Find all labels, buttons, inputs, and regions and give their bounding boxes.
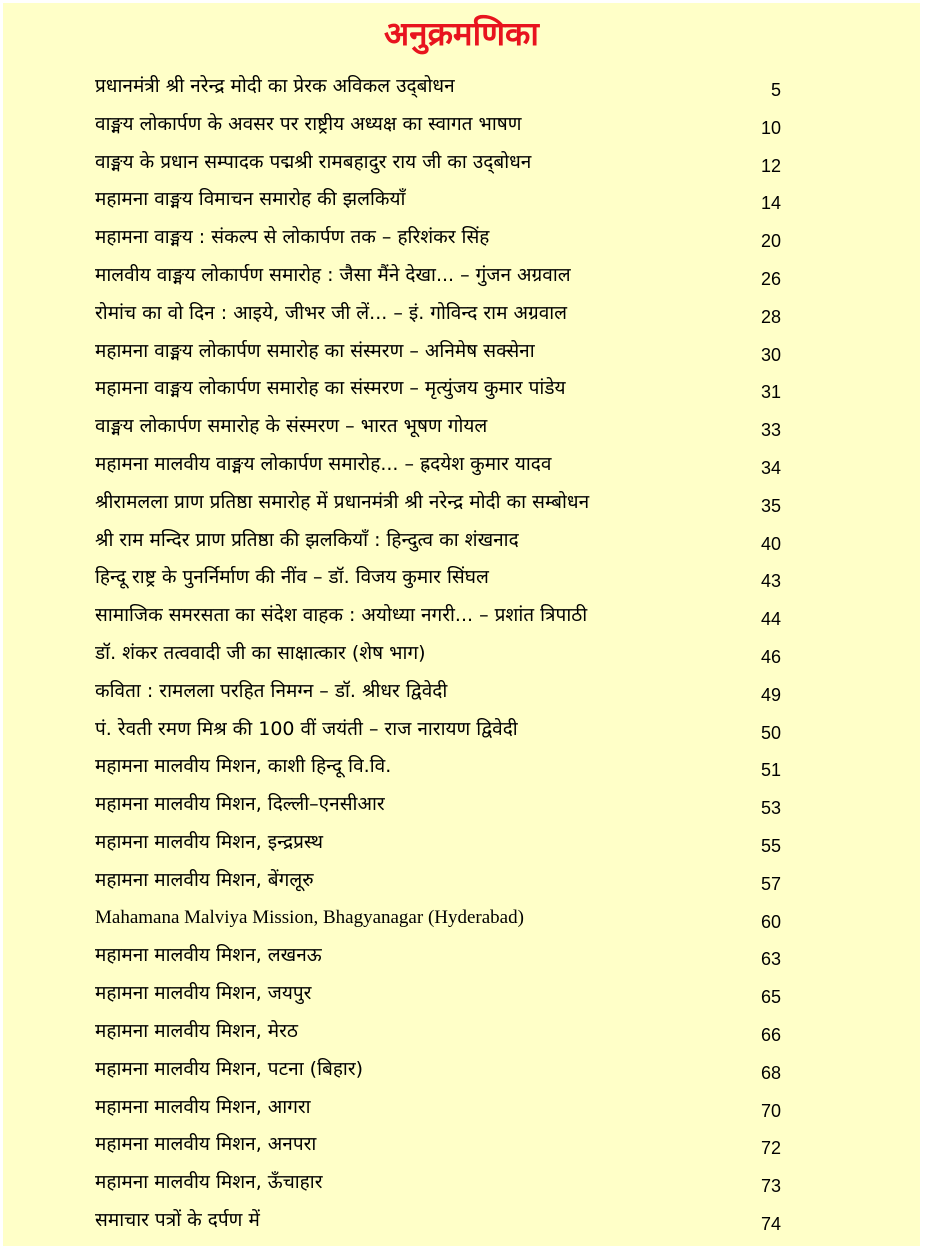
toc-entry bbox=[3, 1127, 920, 1165]
toc-page-number: 63 bbox=[760, 949, 781, 970]
toc-entry bbox=[3, 107, 920, 145]
toc-entry-title: महामना वाङ्मय : संकल्प से लोकार्पण तक – हरिशंकर सिंह bbox=[95, 226, 490, 249]
toc-page-number: 33 bbox=[760, 420, 781, 441]
toc-entry bbox=[3, 69, 920, 107]
toc-entry-title: समाचार पत्रों के दर्पण में bbox=[95, 1208, 260, 1231]
index-page bbox=[3, 3, 920, 1246]
toc-entry bbox=[3, 598, 920, 636]
toc-entry-title: मालवीय वाङ्मय लोकार्पण समारोह : जैसा मैंने देखा... – गुंजन अग्रवाल bbox=[95, 263, 571, 286]
toc-entry-title: महामना मालवीय मिशन, जयपुर bbox=[95, 982, 312, 1005]
toc-page-number: 44 bbox=[760, 609, 781, 630]
toc-entry-title: रोमांच का वो दिन : आइये, जीभर जी लें... – इं. गोविन्द राम अग्रवाल bbox=[95, 301, 568, 324]
toc-page-number: 65 bbox=[760, 987, 781, 1008]
toc-entry-title: कविता : रामलला परहित निमग्न – डॉ. श्रीधर द्विवेदी bbox=[95, 679, 448, 702]
toc-page-number: 35 bbox=[760, 495, 781, 516]
toc-entry-title: डॉ. शंकर तत्ववादी जी का साक्षात्कार (शेष भाग) bbox=[95, 641, 426, 664]
toc-page-number: 26 bbox=[760, 268, 781, 289]
toc-entry bbox=[3, 901, 920, 939]
toc-entry-title: श्री राम मन्दिर प्राण प्रतिष्ठा की झलकियाँ : हिन्दुत्व का शंखनाद bbox=[95, 528, 519, 551]
toc-entry bbox=[3, 787, 920, 825]
toc-page-number: 34 bbox=[760, 457, 781, 478]
toc-page-number: 28 bbox=[760, 306, 781, 327]
toc-entry-title: सामाजिक समरसता का संदेश वाहक : अयोध्या नगरी... – प्रशांत त्रिपाठी bbox=[95, 604, 588, 627]
toc-page-number: 51 bbox=[760, 760, 781, 781]
toc-entry-title: महामना मालवीय मिशन, आगरा bbox=[95, 1095, 311, 1118]
toc-entry-title: Mahamana Malviya Mission, Bhagyanagar (Hyderabad) bbox=[95, 906, 524, 928]
toc-page-number: 73 bbox=[760, 1176, 781, 1197]
table-of-contents bbox=[3, 69, 920, 1241]
toc-entry-title: महामना मालवीय मिशन, ऊँचाहार bbox=[95, 1171, 323, 1194]
toc-page-number: 74 bbox=[760, 1213, 781, 1234]
toc-entry bbox=[3, 447, 920, 485]
toc-entry bbox=[3, 674, 920, 712]
toc-entry bbox=[3, 1165, 920, 1203]
toc-page-number: 50 bbox=[760, 722, 781, 743]
toc-entry bbox=[3, 371, 920, 409]
toc-entry bbox=[3, 976, 920, 1014]
toc-entry bbox=[3, 334, 920, 372]
toc-entry-title: श्रीरामलला प्राण प्रतिष्ठा समारोह में प्रधानमंत्री श्री नरेन्द्र मोदी का सम्बोधन bbox=[95, 490, 590, 513]
toc-entry-title: वाङ्मय लोकार्पण के अवसर पर राष्ट्रीय अध्यक्ष का स्वागत भाषण bbox=[95, 112, 522, 135]
toc-entry bbox=[3, 712, 920, 750]
toc-entry bbox=[3, 220, 920, 258]
toc-page-number: 14 bbox=[760, 193, 781, 214]
toc-entry bbox=[3, 1014, 920, 1052]
toc-entry bbox=[3, 636, 920, 674]
toc-entry-title: महामना मालवीय मिशन, अनपरा bbox=[95, 1133, 317, 1156]
toc-page-number: 46 bbox=[760, 646, 781, 667]
toc-entry bbox=[3, 863, 920, 901]
toc-entry-title: महामना मालवीय मिशन, पटना (बिहार) bbox=[95, 1057, 364, 1080]
toc-page-number: 30 bbox=[760, 344, 781, 365]
toc-entry bbox=[3, 296, 920, 334]
toc-entry-title: महामना वाङ्मय विमाचन समारोह की झलकियाँ bbox=[95, 188, 406, 211]
toc-entry-title: महामना मालवीय मिशन, काशी हिन्दू वि.वि. bbox=[95, 755, 392, 778]
toc-entry bbox=[3, 145, 920, 183]
toc-entry bbox=[3, 409, 920, 447]
toc-entry-title: महामना वाङ्मय लोकार्पण समारोह का संस्मरण – अनिमेष सक्सेना bbox=[95, 339, 535, 362]
toc-page-number: 31 bbox=[760, 382, 781, 403]
toc-entry bbox=[3, 938, 920, 976]
toc-entry-title: वाङ्मय के प्रधान सम्पादक पद्मश्री रामबहादुर राय जी का उद्‌बोधन bbox=[95, 150, 532, 173]
toc-page-number: 40 bbox=[760, 533, 781, 554]
toc-page-number: 12 bbox=[760, 155, 781, 176]
toc-page-number: 66 bbox=[760, 1024, 781, 1045]
toc-page-number: 72 bbox=[760, 1138, 781, 1159]
toc-page-number: 53 bbox=[760, 798, 781, 819]
toc-entry bbox=[3, 1052, 920, 1090]
toc-page-number: 70 bbox=[760, 1100, 781, 1121]
toc-entry bbox=[3, 485, 920, 523]
toc-entry bbox=[3, 523, 920, 561]
page-title: अनुक्रमणिका bbox=[384, 14, 539, 53]
toc-entry-title: महामना मालवीय मिशन, इन्द्रप्रस्थ bbox=[95, 830, 324, 853]
toc-entry bbox=[3, 749, 920, 787]
toc-entry-title: महामना वाङ्मय लोकार्पण समारोह का संस्मरण – मृत्युंजय कुमार पांडेय bbox=[95, 377, 566, 400]
toc-page-number: 68 bbox=[760, 1062, 781, 1083]
toc-entry-title: महामना मालवीय मिशन, लखनऊ bbox=[95, 944, 322, 967]
toc-entry-title: प्रधानमंत्री श्री नरेन्द्र मोदी का प्रेरक अविकल उद्‌बोधन bbox=[95, 75, 455, 97]
toc-entry-title: पं. रेवती रमण मिश्र की 100 वीं जयंती – राज नारायण द्विवेदी bbox=[95, 717, 518, 740]
toc-page-number: 60 bbox=[760, 911, 781, 932]
toc-entry-title: हिन्दू राष्ट्र के पुनर्निर्माण की नींव – डॉ. विजय कुमार सिंघल bbox=[95, 566, 489, 589]
toc-page-number: 10 bbox=[760, 117, 781, 138]
toc-entry bbox=[3, 560, 920, 598]
toc-entry bbox=[3, 825, 920, 863]
toc-entry bbox=[3, 1090, 920, 1128]
toc-entry-title: महामना मालवीय मिशन, बेंगलूरु bbox=[95, 868, 314, 891]
toc-page-number: 49 bbox=[760, 684, 781, 705]
toc-page-number: 55 bbox=[760, 835, 781, 856]
toc-entry-title: महामना मालवीय वाङ्मय लोकार्पण समारोह... – ह्रदयेश कुमार यादव bbox=[95, 452, 552, 475]
toc-page-number: 57 bbox=[760, 873, 781, 894]
toc-page-number: 43 bbox=[760, 571, 781, 592]
toc-page-number: 20 bbox=[760, 231, 781, 252]
toc-entry-title: वाङ्मय लोकार्पण समारोह के संस्मरण – भारत भूषण गोयल bbox=[95, 415, 488, 438]
toc-entry bbox=[3, 1203, 920, 1241]
toc-page-number: 5 bbox=[770, 80, 781, 100]
toc-entry-title: महामना मालवीय मिशन, मेरठ bbox=[95, 1019, 298, 1042]
toc-entry bbox=[3, 182, 920, 220]
toc-entry bbox=[3, 258, 920, 296]
toc-entry-title: महामना मालवीय मिशन, दिल्ली–एनसीआर bbox=[95, 793, 385, 816]
